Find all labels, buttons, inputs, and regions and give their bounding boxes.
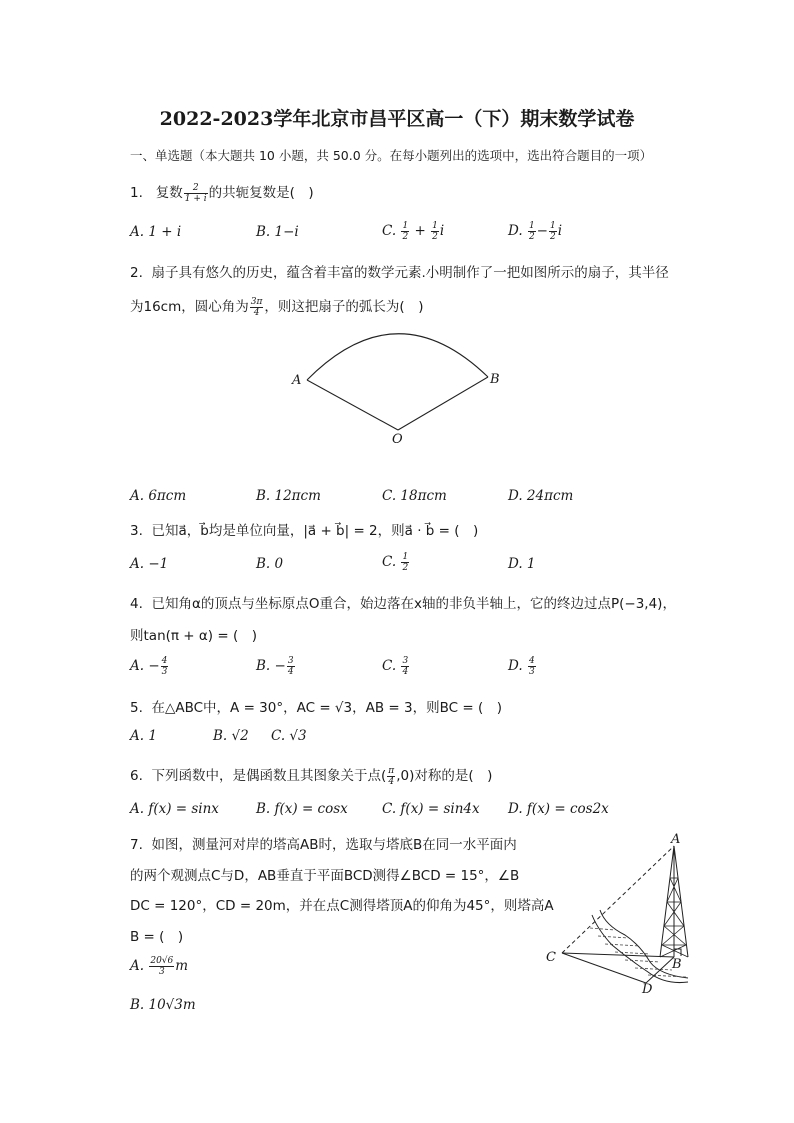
question-5: 5. 在△ABC中，A = 30°，AC = √3，AB = 3，则BC = ( )	[130, 700, 502, 716]
tower-label-a: A	[671, 832, 681, 847]
option-b[interactable]: B. − $\frac{3}{4}$	[256, 656, 294, 677]
tower-label-c: C	[546, 950, 556, 965]
option-a[interactable]: A. −1	[130, 556, 169, 572]
option-c[interactable]: C. $\frac{3}{4}$	[382, 656, 409, 677]
option-c[interactable]: C. 18πcm	[382, 488, 447, 504]
option-a[interactable]: A. f(x) = sinx	[130, 801, 219, 817]
question-6: 6. 下列函数中，是偶函数且其图象关于点( $\frac{\pi}{4}$ ,0)对称的是( )	[130, 765, 493, 787]
fraction: $\frac{3}{4}$	[402, 656, 409, 677]
option-b[interactable]: B. 10√3m	[130, 997, 196, 1013]
option-d[interactable]: D. $\frac{4}{3}$	[508, 656, 535, 677]
option-a[interactable]: A. 1 + i	[130, 224, 182, 240]
option-d[interactable]: D. $\frac{1}{2}$ − $\frac{1}{2}$ i	[508, 221, 563, 242]
option-b[interactable]: B. √2	[213, 728, 249, 744]
question-7: 7. 如图，测量河对岸的塔高AB时，选取与塔底B在同一水平面内	[130, 837, 517, 853]
option-d[interactable]: D. 24πcm	[508, 488, 574, 504]
option-c[interactable]: C. $\frac{1}{2}$	[382, 552, 409, 573]
page-title: 2022-2023学年北京市昌平区高一（下）期末数学试卷	[159, 108, 635, 130]
fan-label-o: O	[392, 432, 403, 447]
line-cd	[562, 953, 646, 983]
fraction: $\frac{3\pi}{4}$	[250, 296, 263, 318]
option-a[interactable]: A. − $\frac{4}{3}$	[130, 656, 168, 677]
option-c[interactable]: C. $\frac{1}{2}$ + $\frac{1}{2}$ i	[382, 221, 445, 242]
question-4-line-2: 则tan(π + α) = ( )	[130, 628, 258, 644]
fraction: $\frac{1}{2}$	[549, 221, 556, 242]
section-header: 一、单选题（本大题共 10 小题，共 50.0 分。在每小题列出的选项中，选出符合题目的一项）	[130, 148, 653, 163]
fan-label-b: B	[490, 372, 500, 387]
fraction: $\frac{2}{1 + i}$	[184, 182, 207, 204]
fraction: $\frac{1}{2}$	[528, 221, 535, 242]
option-a[interactable]: A. $\frac{20√6}{3}$ m	[130, 956, 189, 977]
fraction: $\frac{\pi}{4}$	[388, 765, 395, 787]
question-2-line-2: 为16cm，圆心角为 $\frac{3\pi}{4}$ ，则这把扇子的弧长为( )	[130, 296, 424, 318]
option-a[interactable]: A. 1	[130, 728, 157, 744]
tower-label-d: D	[642, 982, 653, 997]
fraction: $\frac{1}{2}$	[402, 221, 409, 242]
question-7-line-2: 的两个观测点C与D，AB垂直于平面BCD测得∠BCD = 15°，∠B	[130, 868, 520, 884]
option-b[interactable]: B. f(x) = cosx	[256, 801, 348, 817]
option-b[interactable]: B. 12πcm	[256, 488, 321, 504]
fan-label-a: A	[292, 373, 302, 388]
question-number: 1.	[130, 185, 143, 201]
question-7-line-3: DC = 120°，CD = 20m，并在点C测得塔顶A的仰角为45°，则塔高A	[130, 898, 554, 914]
option-d[interactable]: D. 1	[508, 556, 536, 572]
fraction: $\frac{1}{2}$	[402, 552, 409, 573]
option-d[interactable]: D. f(x) = cos2x	[508, 801, 609, 817]
option-a[interactable]: A. 6πcm	[130, 488, 187, 504]
tower-label-b: B	[672, 957, 682, 972]
fraction: $\frac{1}{2}$	[432, 221, 438, 242]
fraction: $\frac{20√6}{3}$	[150, 956, 174, 977]
option-c[interactable]: C. f(x) = sin4x	[382, 801, 480, 817]
question-text: 复数	[155, 185, 183, 201]
option-c[interactable]: C. √3	[271, 728, 307, 744]
fraction: $\frac{3}{4}$	[287, 656, 294, 677]
question-3: 3. 已知a⃗，b⃗均是单位向量，|a⃗ + b⃗| = 2，则a⃗ · b⃗ = ( )	[130, 523, 479, 539]
fraction: $\frac{4}{3}$	[528, 656, 535, 677]
line-cb	[562, 953, 674, 957]
fraction: $\frac{4}{3}$	[161, 656, 168, 677]
question-4: 4. 已知角α的顶点与坐标原点O重合，始边落在x轴的非负半轴上，它的终边过点P(−3,4)，	[130, 596, 676, 612]
question-7-line-4: B = ( )	[130, 929, 184, 945]
question-2: 2. 扇子具有悠久的历史，蕴含着丰富的数学元素.小明制作了一把如图所示的扇子，其半径	[130, 265, 669, 281]
question-text: 的共轭复数是( )	[208, 185, 314, 201]
option-b[interactable]: B. 1−i	[256, 224, 299, 240]
option-b[interactable]: B. 0	[256, 556, 284, 572]
